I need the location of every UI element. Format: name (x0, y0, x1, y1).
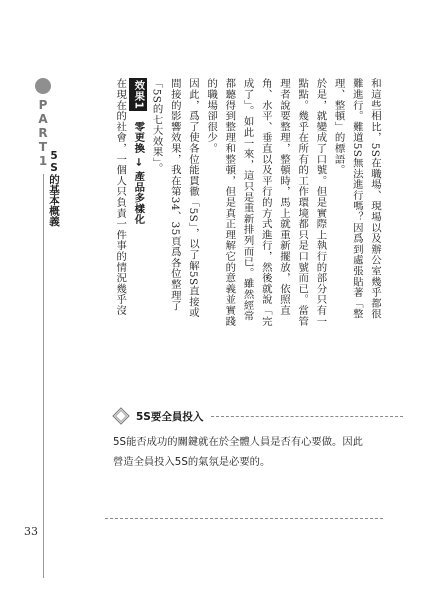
paragraph: 於是，就變成了口號。但是實際上執行的部分只有一點點。幾乎在所有的工作環境都只是口號而已。當管理者說要整理，整頓時，馬上就重新擺放，依照直角、水平、垂直以及平行的方式進行，然後就說「完成了」。如此一來，這只是重新排列而已。雖然經常都聽得到整理和整頓，但是真正理解它的意義並實踐的職場卻很少。 (205, 78, 327, 327)
part-dot-icon (35, 78, 51, 94)
page-number: 33 (24, 525, 38, 538)
bottom-divider (105, 518, 383, 519)
section-heading (129, 78, 147, 328)
part-label: PART1 (36, 98, 50, 168)
paragraph: 在現在的社會，一個人只負責一件事的情況幾乎沒 (114, 78, 127, 316)
side-divider (43, 174, 44, 578)
main-text (109, 78, 384, 328)
chapter-title: 5S的基本概義 (48, 150, 60, 227)
section-heading-text: 零更換 → 產品多樣化 (132, 121, 145, 225)
tip-title: 5S要全員投入 (136, 410, 204, 423)
paragraph: 和這些相比，5S在職場、現場以及辦公室幾乎都很難進行。難道5S無法進行嗎？因爲到處張貼著「整理、整頓」的標語。 (332, 78, 381, 320)
diamond-icon (112, 407, 130, 425)
tip-body: 5S能否成功的關鍵就在於全體人員是否有心要做。因此營造全員投入5S的氣氛是必要的。 (113, 436, 363, 468)
paragraph: 因此，爲了使各位能貫徹「5S」，以了解5S直接或間接的影響效果，我在第34、35頁爲各位整理了「5S的七大效果」。 (150, 78, 199, 318)
tip-header (112, 407, 403, 425)
effect-badge: 效果1 (129, 78, 147, 111)
tip-divider (211, 416, 403, 417)
